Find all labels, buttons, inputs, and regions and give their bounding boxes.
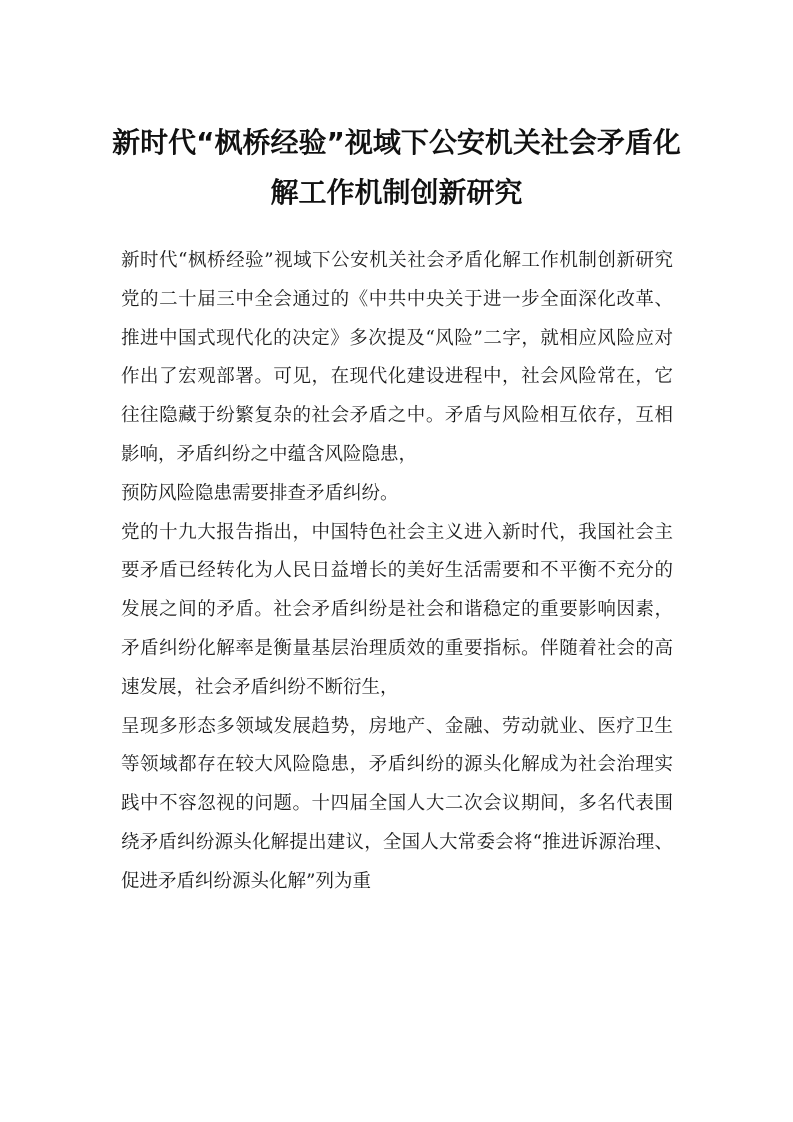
paragraph-4: 呈现多形态多领域发展趋势，房地产、金融、劳动就业、医疗卫生等领域都存在较大风险隐患，矛盾纠纷的源头化解成为社会治理实践中不容忽视的问题。十四届全国人大二次会议期间，多名代表围绕矛盾纠纷源头化解提出建议，全国人大常委会将“推进诉源治理、促进矛盾纠纷源头化解”列为重 — [121, 715, 673, 892]
document-body — [121, 242, 673, 902]
paragraph-2: 预防风险隐患需要排查矛盾纠纷。 — [121, 482, 399, 504]
paragraph-3: 党的十九大报告指出，中国特色社会主义进入新时代，我国社会主要矛盾已经转化为人民日益增长的美好生活需要和不平衡不充分的发展之间的矛盾。社会矛盾纠纷是社会和谐稳定的重要影响因素，矛盾纠纷化解率是衡量基层治理质效的重要指标。伴随着社会的高速发展，社会矛盾纠纷不断衍生， — [121, 521, 673, 698]
document-title: 新时代“枫桥经验”视域下公安机关社会矛盾化解工作机制创新研究 — [112, 126, 681, 209]
paragraph-1: 新时代“枫桥经验”视域下公安机关社会矛盾化解工作机制创新研究党的二十届三中全会通过的《中共中央关于进一步全面深化改革、推进中国式现代化的决定》多次提及“风险”二字，就相应风险应对作出了宏观部署。可见，在现代化建设进程中，社会风险常在，它往往隐藏于纷繁复杂的社会矛盾之中。矛盾与风险相互依存，互相影响，矛盾纠纷之中蕴含风险隐患， — [121, 250, 673, 465]
